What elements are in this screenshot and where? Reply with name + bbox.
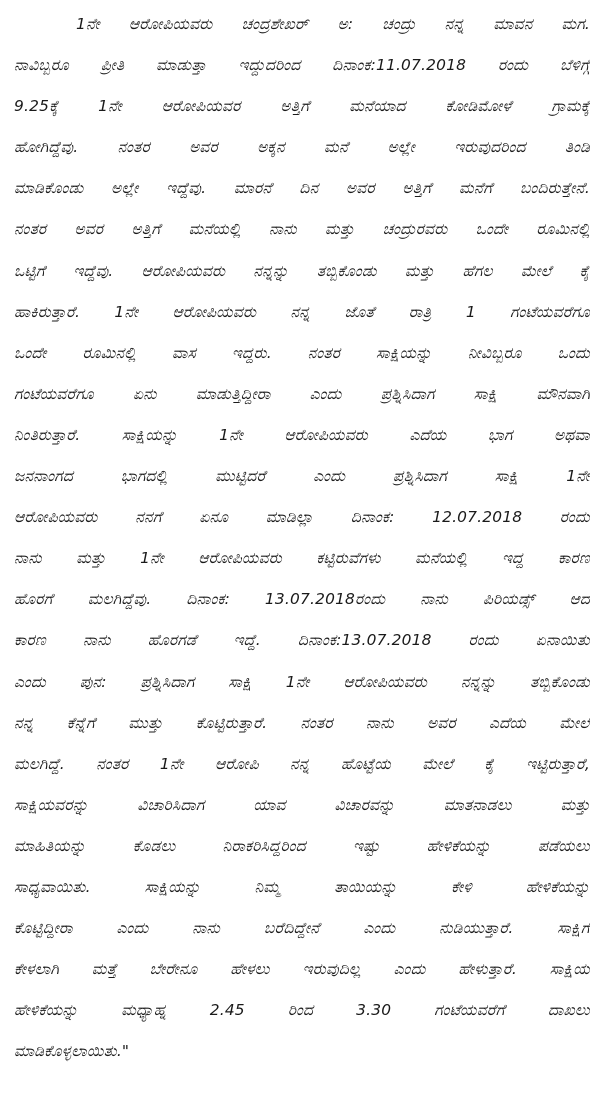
paragraph-line-4: ಹೋಗಿದ್ದೆವು. ನಂತರ ಅವರ ಅಕ್ಕನ ಮನೆ ಅಲ್ಲೇ ಇರುವುದರಿಂದ ತಿಂಡಿ (14, 138, 590, 157)
paragraph-line-20: ಸಾಕ್ಷಿಯವರನ್ನು ವಿಚಾರಿಸಿದಾಗ ಯಾವ ವಿಚಾರವನ್ನು ಮಾತನಾಡಲು ಮತ್ತು (14, 795, 590, 814)
paragraph-line-21: ಮಾಹಿತಿಯನ್ನು ಕೊಡಲು ನಿರಾಕರಿಸಿದ್ದರಿಂದ ಇಷ್ಟು ಹೇಳಿಕೆಯನ್ನು ಪಡೆಯಲು (14, 836, 590, 855)
paragraph-line-5: ಮಾಡಿಕೊಂಡು ಅಲ್ಲೇ ಇದ್ದೆವು. ಮಾರನೆ ದಿನ ಅವರ ಅತ್ತಿಗೆ ಮನೆಗೆ ಬಂದಿರುತ್ತೇನೆ. (14, 179, 590, 198)
paragraph-line-16: ಕಾರಣ ನಾನು ಹೊರಗಡೆ ಇದ್ದೆ. ದಿನಾಂಕ:13.07.2018 ರಂದು ಏನಾಯಿತು (14, 631, 590, 650)
paragraph-line-10: ಗಂಟೆಯವರೆಗೂ ಏನು ಮಾಡುತ್ತಿದ್ದೀರಾ ಎಂದು ಪ್ರಶ್ನಿಸಿದಾಗ ಸಾಕ್ಷಿ ಮೌನವಾಗಿ (14, 384, 590, 403)
paragraph-line-1: 1ನೇ ಆರೋಪಿಯವರು ಚಂದ್ರಶೇಖರ್ ಅ: ಚಂದ್ರು ನನ್ನ ಮಾವನ ಮಗ. (76, 15, 590, 33)
paragraph-line-22: ಸಾಧ್ಯವಾಯಿತು. ಸಾಕ್ಷಿಯನ್ನು ನಿಮ್ಮ ತಾಯಿಯನ್ನು ಕೇಳಿ ಹೇಳಿಕೆಯನ್ನು (14, 877, 590, 896)
paragraph-line-2: ನಾವಿಬ್ಬರೂ ಪ್ರೀತಿ ಮಾಡುತ್ತಾ ಇದ್ದುದರಿಂದ ದಿನಾಂಕ:11.07.2018 ರಂದು ಬೆಳಿಗ್ಗೆ (14, 56, 590, 75)
paragraph-line-9: ಒಂದೇ ರೂಮಿನಲ್ಲಿ ವಾಸ ಇದ್ದರು. ನಂತರ ಸಾಕ್ಷಿಯನ್ನು ನೀವಿಬ್ಬರೂ ಒಂದು (14, 343, 590, 362)
paragraph-line-14: ನಾನು ಮತ್ತು 1ನೇ ಆರೋಪಿಯವರು ಕಟ್ಟಿರುವೆಗಳು ಮನೆಯಲ್ಲಿ ಇದ್ದ ಕಾರಣ (14, 549, 590, 568)
paragraph-line-17: ಎಂದು ಪುನ: ಪ್ರಶ್ನಿಸಿದಾಗ ಸಾಕ್ಷಿ 1ನೇ ಆರೋಪಿಯವರು ನನ್ನನ್ನು ತಬ್ಬಿಕೊಂಡು (14, 672, 590, 691)
paragraph-line-11: ನಿಂತಿರುತ್ತಾರೆ. ಸಾಕ್ಷಿಯನ್ನು 1ನೇ ಆರೋಪಿಯವರು ಎದೆಯ ಭಾಗ ಅಥವಾ (14, 425, 590, 444)
paragraph-line-26: ಮಾಡಿಕೊಳ್ಳಲಾಯಿತು." (14, 1042, 130, 1061)
paragraph-line-23: ಕೊಟ್ಟಿದ್ದೀರಾ ಎಂದು ನಾನು ಬರೆದಿದ್ದೇನೆ ಎಂದು ನುಡಿಯುತ್ತಾರೆ. ಸಾಕ್ಷಿಗೆ (14, 919, 590, 938)
paragraph-line-25: ಹೇಳಿಕೆಯನ್ನು ಮಧ್ಯಾಹ್ನ 2.45 ರಿಂದ 3.30 ಗಂಟೆಯವರೆಗೆ ದಾಖಲು (14, 1001, 590, 1020)
paragraph-line-13: ಆರೋಪಿಯವರು ನನಗೆ ಏನೂ ಮಾಡಿಲ್ಲಾ ದಿನಾಂಕ: 12.07.2018 ರಂದು (14, 508, 590, 527)
paragraph-line-8: ಹಾಕಿರುತ್ತಾರೆ. 1ನೇ ಆರೋಪಿಯವರು ನನ್ನ ಜೊತೆ ರಾತ್ರಿ 1 ಗಂಟೆಯವರೆಗೂ (14, 302, 590, 321)
paragraph-line-12: ಜನನಾಂಗದ ಭಾಗದಲ್ಲಿ ಮುಟ್ಟಿದರೆ ಎಂದು ಪ್ರಶ್ನಿಸಿದಾಗ ಸಾಕ್ಷಿ 1ನೇ (14, 467, 590, 486)
paragraph-line-24: ಕೇಳಲಾಗಿ ಮತ್ತೆ ಬೇರೇನೂ ಹೇಳಲು ಇರುವುದಿಲ್ಲ ಎಂದು ಹೇಳುತ್ತಾರೆ. ಸಾಕ್ಷಿಯ (14, 960, 590, 979)
paragraph-line-18: ನನ್ನ ಕೆನ್ನೆಗೆ ಮುತ್ತು ಕೊಟ್ಟಿರುತ್ತಾರೆ. ನಂತರ ನಾನು ಅವರ ಎದೆಯ ಮೇಲೆ (14, 713, 590, 732)
paragraph-line-3: 9.25ಕ್ಕೆ 1ನೇ ಆರೋಪಿಯವರ ಅತ್ತಿಗೆ ಮನೆಯಾದ ಕೋಡಿಮೋಳೆ ಗ್ರಾಮಕ್ಕೆ (14, 97, 590, 116)
paragraph-line-15: ಹೊರಗೆ ಮಲಗಿದ್ದೆವು. ದಿನಾಂಕ: 13.07.2018ರಂದು ನಾನು ಪಿರಿಯಡ್ಸ್ ಆದ (14, 590, 590, 609)
paragraph-line-6: ನಂತರ ಅವರ ಅತ್ತಿಗೆ ಮನೆಯಲ್ಲಿ ನಾನು ಮತ್ತು ಚಂದ್ರುರವರು ಒಂದೇ ರೂಮಿನಲ್ಲಿ (14, 220, 590, 239)
paragraph-line-19: ಮಲಗಿದ್ದೆ. ನಂತರ 1ನೇ ಆರೋಪಿ ನನ್ನ ಹೊಟ್ಟೆಯ ಮೇಲೆ ಕೈ ಇಟ್ಟಿರುತ್ತಾರೆ, (14, 754, 590, 773)
paragraph-line-7: ಒಟ್ಟಿಗೆ ಇದ್ದೆವು. ಆರೋಪಿಯವರು ನನ್ನನ್ನು ತಬ್ಬಿಕೊಂಡು ಮತ್ತು ಹೆಗಲ ಮೇಲೆ ಕೈ (14, 261, 590, 280)
